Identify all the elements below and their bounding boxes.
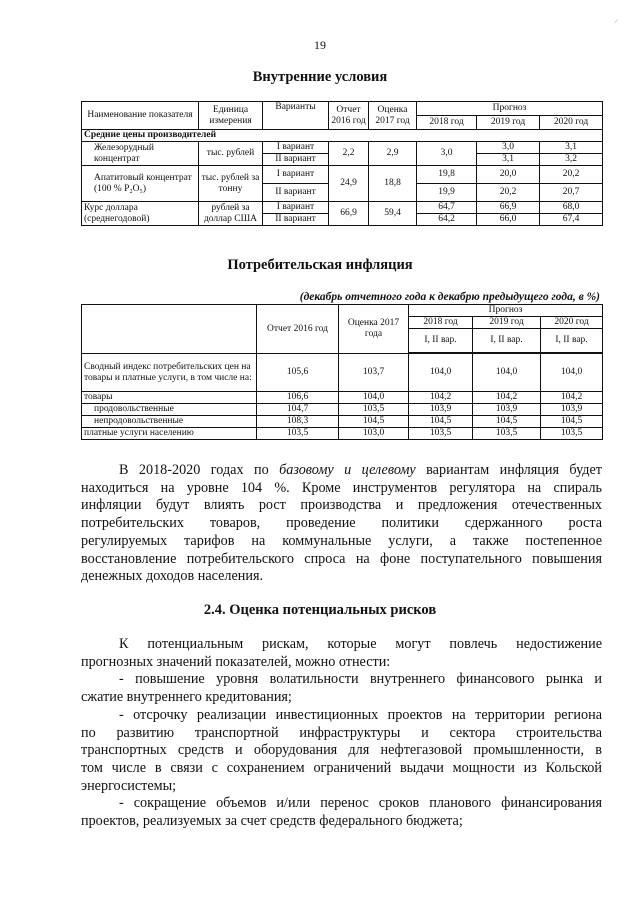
row-nonfood-name: непродовольственные <box>82 416 257 428</box>
variant-2: II вариант <box>263 184 329 202</box>
row-apatite-2019-v1: 20,0 <box>477 166 540 184</box>
row-food-2019: 103,9 <box>473 404 541 416</box>
section-title-inflation: Потребительская инфляция <box>227 257 413 273</box>
row-cpi-2020: 104,0 <box>541 354 603 392</box>
row-apatite-estimate: 18,8 <box>369 166 417 202</box>
row-iron-2018: 3,0 <box>417 142 477 166</box>
variant-1: I вариант <box>263 202 329 214</box>
row-usd-2020-v2: 67,4 <box>540 214 603 226</box>
variant-1: I вариант <box>263 142 329 154</box>
row-iron-2019-v2: 3,1 <box>477 154 540 166</box>
header-name: Наименование показателя <box>82 102 199 130</box>
variant-2: II вариант <box>263 154 329 166</box>
header-blank <box>82 305 257 354</box>
corner-mark: ⸝ <box>614 14 619 24</box>
row-apatite-2020-v2: 20,7 <box>540 184 603 202</box>
row-iron-unit: тыс. рублей <box>199 142 263 166</box>
row-usd-report: 66,9 <box>329 202 369 226</box>
para-line: регулируемых тарифов на коммунальные услуги, а также постепенное <box>81 532 602 549</box>
row-cpi-report: 105,6 <box>257 354 339 392</box>
row-nonfood-2018: 104,5 <box>409 416 473 428</box>
header-variants: Варианты <box>263 102 329 130</box>
row-food-report: 104,7 <box>257 404 339 416</box>
row-usd-2020-v1: 68,0 <box>540 202 603 214</box>
section-title-risks: 2.4. Оценка потенциальных рисков <box>203 602 437 618</box>
para-line: денежных доходов населения. <box>81 568 264 585</box>
header-var-2019: I, II вар. <box>473 329 541 353</box>
row-iron-2020-v2: 3,2 <box>540 154 603 166</box>
row-nonfood-2019: 104,5 <box>473 416 541 428</box>
row-goods-estimate: 104,0 <box>339 392 409 404</box>
header-2019: 2019 год <box>473 317 541 329</box>
row-apatite-report: 24,9 <box>329 166 369 202</box>
header-report: Отчет 2016 год <box>329 102 369 130</box>
row-usd-2019-v2: 66,0 <box>477 214 540 226</box>
row-iron-2019-v1: 3,0 <box>477 142 540 154</box>
row-nonfood-2020: 104,5 <box>541 416 603 428</box>
para-line: сжатие внутреннего кредитования; <box>81 689 292 706</box>
risks-paragraph <box>81 636 602 831</box>
row-usd-2018-v2: 64,2 <box>417 214 477 226</box>
prices-table <box>81 101 603 226</box>
header-forecast: Прогноз <box>417 102 603 116</box>
section-title-internal-conditions: Внутренние условия <box>252 69 388 85</box>
row-iron-name: Железорудный концентрат <box>82 142 199 166</box>
header-2019: 2019 год <box>477 116 540 130</box>
row-services-2020: 103,5 <box>541 428 603 440</box>
row-usd-2018-v1: 64,7 <box>417 202 477 214</box>
inflation-paragraph <box>81 462 602 586</box>
row-services-estimate: 103,0 <box>339 428 409 440</box>
variant-2: II вариант <box>263 214 329 226</box>
header-2018: 2018 год <box>417 116 477 130</box>
para-line: - отсрочку реализации инвестиционных проектов на территории региона <box>119 706 602 723</box>
header-2020: 2020 год <box>541 317 603 329</box>
para-line: находиться на уровне 104 %. Кроме инструментов регулятора на спираль <box>81 479 602 496</box>
para-line: том числе в связи с сохранением ограничений выдачи мощности из Кольской <box>81 759 602 776</box>
row-iron-2020-v1: 3,1 <box>540 142 603 154</box>
row-goods-2018: 104,2 <box>409 392 473 404</box>
row-cpi-name: Сводный индекс потребительских цен на товары и платные услуги, в том числе на: <box>82 354 257 392</box>
para-line: восстановление потребительского спроса на фоне поступательного повышения <box>81 550 602 567</box>
table-note: (декабрь отчетного года к декабрю предыдущего года, в %) <box>299 291 600 303</box>
row-apatite-name: Апатитовый концентрат (100 % P₂O₅) <box>82 166 199 202</box>
header-forecast: Прогноз <box>409 305 603 317</box>
header-estimate: Оценка 2017 года <box>339 305 409 354</box>
row-goods-2019: 104,2 <box>473 392 541 404</box>
row-nonfood-report: 108,3 <box>257 416 339 428</box>
header-var-2020: I, II вар. <box>541 329 603 353</box>
header-report: Отчет 2016 год <box>257 305 339 354</box>
row-apatite-2018-v2: 19,9 <box>417 184 477 202</box>
row-cpi-estimate: 103,7 <box>339 354 409 392</box>
para-line: инфляции будут влиять рост производства и предложения отечественных <box>81 497 602 514</box>
para-line: В 2018-2020 годах по базовому и целевому вариантам инфляция будет <box>119 462 602 478</box>
row-food-2020: 103,9 <box>541 404 603 416</box>
row-goods-report: 106,6 <box>257 392 339 404</box>
header-var-2018: I, II вар. <box>409 329 473 353</box>
variant-1: I вариант <box>263 166 329 184</box>
para-line: энергосистемы; <box>81 777 177 794</box>
row-services-2019: 103,5 <box>473 428 541 440</box>
para-line: потребительских товаров, проведение политики сдержанного роста <box>81 515 602 532</box>
header-unit: Единица измерения <box>199 102 263 130</box>
row-apatite-2019-v2: 20,2 <box>477 184 540 202</box>
row-nonfood-estimate: 104,5 <box>339 416 409 428</box>
group-label: Средние цены производителей <box>82 130 603 142</box>
para-line: К потенциальным рискам, которые могут повлечь недостижение <box>119 636 602 652</box>
row-services-name: платные услуги населению <box>82 428 257 440</box>
row-iron-estimate: 2,9 <box>369 142 417 166</box>
row-food-name: продовольственные <box>82 404 257 416</box>
inflation-table <box>81 304 603 440</box>
para-line: прогнозных значений показателей, можно отнести: <box>81 653 391 670</box>
row-services-2018: 103,5 <box>409 428 473 440</box>
row-apatite-2018-v1: 19,8 <box>417 166 477 184</box>
para-line: - повышение уровня волатильности внутреннего финансового рынка и <box>119 671 602 688</box>
para-line: транспортных средств и оборудования для нефтегазовой промышленности, в <box>81 742 602 759</box>
row-food-estimate: 103,5 <box>339 404 409 416</box>
row-apatite-unit: тыс. рублей за тонну <box>199 166 263 202</box>
row-cpi-2019: 104,0 <box>473 354 541 392</box>
row-goods-name: товары <box>82 392 257 404</box>
header-estimate: Оценка 2017 год <box>369 102 417 130</box>
row-usd-estimate: 59,4 <box>369 202 417 226</box>
row-usd-2019-v1: 66,9 <box>477 202 540 214</box>
row-iron-report: 2,2 <box>329 142 369 166</box>
para-line: - сокращение объемов и/или перенос сроков планового финансирования <box>119 795 602 812</box>
header-2020: 2020 год <box>540 116 603 130</box>
row-cpi-2018: 104,0 <box>409 354 473 392</box>
row-food-2018: 103,9 <box>409 404 473 416</box>
header-2018: 2018 год <box>409 317 473 329</box>
row-usd-unit: рублей за доллар США <box>199 202 263 226</box>
row-goods-2020: 104,2 <box>541 392 603 404</box>
row-services-report: 103,5 <box>257 428 339 440</box>
para-line: по развитию транспортной инфраструктуры и сектора строительства <box>81 724 602 741</box>
row-apatite-2020-v1: 20,2 <box>540 166 603 184</box>
row-usd-name: Курс доллара (среднегодовой) <box>82 202 199 226</box>
page-number: 19 <box>314 38 326 52</box>
para-line: проектов, реализуемых за счет средств федерального бюджета; <box>81 813 463 830</box>
